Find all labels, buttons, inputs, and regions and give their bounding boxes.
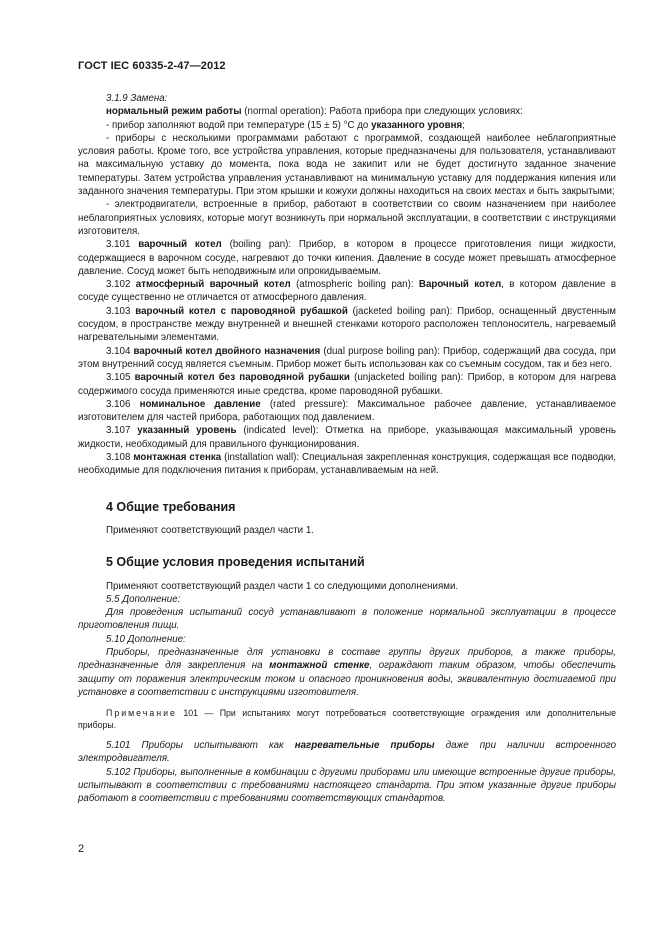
term-bold: монтажной стенке — [269, 660, 370, 672]
def-term: монтажная стенка — [133, 452, 222, 464]
clause-5-102: 5.102 Приборы, выполненные в комбинации с другими приборами или имеющие встроенные другие приборы, испытывают в соответствии с требованиями настоящего стандарта. При этом указанные другие приборы работают в соответствии с требованиями соответствующих стандартов. — [78, 766, 616, 805]
definition-3-101 — [78, 238, 616, 278]
def-term: атмосферный варочный котел — [135, 279, 291, 291]
clause-text: 5.101 Приборы испытывают как — [106, 740, 295, 752]
page-number: 2 — [78, 843, 85, 855]
note-text: 101 — При испытаниях могут потребоваться соответствующие ограждения или дополнительные приборы. — [78, 708, 616, 731]
section-4-text: Применяют соответствующий раздел части 1. — [106, 524, 314, 536]
definition-3-105 — [78, 371, 616, 398]
def-term: номинальное давление — [139, 398, 261, 410]
def-text: (atmospheric boiling pan): — [290, 279, 419, 291]
section-4-title: 4 Общие требования — [106, 499, 236, 514]
def-text: (indicated level): Отметка на приборе, указывающая максимальный уровень жидкости, необходимый для правильного функционирования. — [78, 425, 616, 450]
document-header: ГОСТ IEC 60335-2-47—2012 — [78, 60, 226, 72]
def-number: 3.106 — [106, 398, 140, 410]
def-term: варочный котел с пароводяной рубашкой — [135, 305, 348, 317]
def-text: (boiling pan): Прибор, в котором в процессе приготовления пищи жидкости, содержащиеся в варочном сосуде, нагревают до точки кипения. Давление в сосуде может превышать атмосферное давление. Сосуд может быть неподвижным или опрокидываемым. — [78, 239, 616, 277]
def-text: (unjacketed boiling pan): Прибор, в котором для нагрева содержимого сосуда применяются иные средства, кроме пароводяной рубашки. — [78, 372, 617, 397]
definition-3-104 — [78, 345, 616, 372]
def-text: (dual purpose boiling pan): Прибор, содержащий два сосуда, при этом внутренний сосуд является съемным. Прибор может быть использован как со съемным сосудом, так и без него. — [78, 345, 617, 370]
item-text: ; — [462, 119, 465, 131]
def-number: 3.101 — [106, 239, 139, 251]
clause-5-10-heading: 5.10 Дополнение: — [106, 633, 186, 645]
clause-3-1-9-heading — [78, 92, 616, 105]
def-number: 3.105 — [106, 372, 135, 384]
def-text: (installation wall): Специальная закрепленная конструкция, содержащая все подводки, необходимые для подключения питания к приборам, устанавливаемым на ней. — [78, 452, 616, 477]
def-term: указанный уровень — [137, 425, 237, 437]
section-5-text: Применяют соответствующий раздел части 1 со следующими дополнениями. — [106, 580, 459, 592]
document-body — [78, 92, 616, 806]
def-number: 3.103 — [106, 305, 136, 317]
definition-3-102 — [78, 278, 616, 305]
def-number: 3.108 — [106, 452, 134, 464]
term-bold: нормальный режим работы — [106, 106, 242, 118]
term-text: (normal operation): Работа прибора при следующих условиях: — [241, 106, 523, 118]
clause-5-10-text — [78, 646, 616, 699]
note-label: Примечание — [106, 708, 177, 719]
section-5-title: 5 Общие условия проведения испытаний — [106, 555, 365, 570]
def-term: варочный котел — [138, 239, 222, 251]
definition-3-103 — [78, 305, 616, 345]
def-text: (jacketed boiling pan): Прибор, оснащенный двустенным сосудом, в пространстве между внутренней и внешней стенками которого расположен теплоноситель, нагреваемый нагревательными элементами. — [78, 305, 616, 344]
def-text: , в котором давление в сосуде существенно не отличается от атмосферного давления. — [78, 279, 616, 304]
definition-3-108 — [78, 451, 616, 478]
term-normal-operation — [78, 105, 616, 118]
item-water-fill — [78, 119, 616, 132]
def-term: варочный котел двойного назначения — [133, 345, 321, 357]
term-bold: указанного уровня — [371, 119, 463, 131]
def-number: 3.104 — [106, 345, 134, 357]
clause-5-5-text: Для проведения испытаний сосуд устанавливают в положение нормальной эксплуатации в процессе приготовления пищи. — [78, 607, 616, 632]
clause-text: Приборы, предназначенные для установки в составе группы других приборов, а также приборы, предназначенные для закрепления на — [78, 646, 616, 672]
definition-3-106 — [78, 398, 616, 425]
def-number: 3.102 — [106, 279, 136, 291]
item-motors: - электродвигатели, встроенные в прибор, работают в соответствии со своим назначением при наиболее неблагоприятных условиях, которые могут возникнуть при нормальной эксплуатации, в соответствии с инструкциями изготовителя. — [78, 199, 616, 237]
clause-text: 3.1.9 Замена: — [106, 93, 168, 104]
clause-text: , ограждают таким образом, чтобы обеспечить защиту от поражения электрическим током и опасного проникновения воды, эквивалентную достигаемой при установке в соответствии с инструкциями изготовителя. — [78, 660, 617, 698]
note-101 — [78, 707, 616, 731]
def-term: варочный котел без пароводяной рубашки — [134, 372, 350, 384]
def-number: 3.107 — [106, 425, 138, 437]
item-programs: - приборы с несколькими программами работают с программой, создающей наиболее неблагоприятные условия работы. Кроме того, все устройства управления, которые предназначены для пользователя, устанавливают на максимальную уставку до момента, пока вода не закипит или не будет достигнуто заданное значение температуры. Затем устройства управления устанавливают на минимальную уставку для поддержания кипения или заданного значения температуры. При этом крышки и кожухи должны находиться на своих местах и быть закрытыми; — [78, 132, 616, 198]
def-text: (rated pressure): Максимальное рабочее давление, устанавливаемое изготовителем для частей прибора, работающих под давлением. — [78, 398, 617, 424]
def-term-ref: Варочный котел — [418, 279, 502, 291]
item-text: - прибор заполняют водой при температуре (15 ± 5) °С до — [106, 119, 372, 131]
definition-3-107 — [78, 424, 616, 451]
clause-5-5-heading: 5.5 Дополнение: — [106, 593, 181, 605]
term-bold: нагревательные приборы — [294, 740, 435, 752]
clause-text: даже при наличии встроенного электродвигателя. — [78, 740, 616, 765]
clause-5-101 — [78, 739, 616, 766]
